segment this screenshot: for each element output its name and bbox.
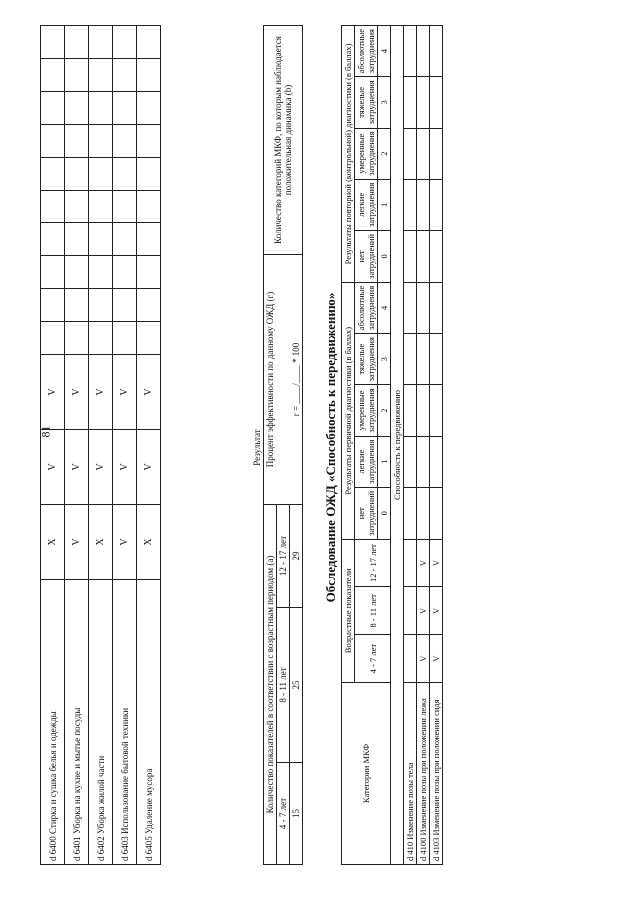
empty-cell <box>137 190 161 223</box>
repeat-level: нет затруднений <box>355 230 378 282</box>
section-title: Обследование ОЖД «Способность к передвижению» <box>323 292 338 603</box>
empty-cell <box>65 256 89 289</box>
primary-level: умеренные затруднения <box>355 385 378 436</box>
empty-cell <box>113 190 137 223</box>
repeat-score: 0 <box>378 230 391 282</box>
task-mark: V <box>113 355 137 430</box>
empty-cell <box>41 91 65 124</box>
empty-cell <box>113 256 137 289</box>
count-4-7: 15 <box>290 763 303 865</box>
empty-cell <box>113 322 137 355</box>
empty-cell <box>430 385 443 436</box>
empty-cell <box>41 26 65 59</box>
age-4-7: 4 - 7 лет <box>277 763 290 865</box>
task-label: d 6400 Стирка и сушка белья и одежды <box>41 580 65 865</box>
empty-cell <box>89 91 113 124</box>
count-header: Количество показателей в соответствии с возрастным периодом (а) <box>264 505 277 865</box>
mobility-mark: V <box>417 539 430 587</box>
empty-cell <box>430 128 443 179</box>
primary-level: абсолютные затруднения <box>355 282 378 333</box>
primary-score: 2 <box>378 385 391 436</box>
empty-cell <box>41 289 65 322</box>
empty-cell <box>41 58 65 91</box>
mobility-mark: V <box>430 539 443 587</box>
task-mark: V <box>41 355 65 430</box>
empty-cell <box>417 230 430 282</box>
percent-cell <box>264 255 303 505</box>
empty-cell <box>65 157 89 190</box>
task-mark: X <box>137 505 161 580</box>
task-label: d 6401 Уборка на кухне и мытье посуды <box>65 580 89 865</box>
empty-cell <box>41 157 65 190</box>
repeat-header: Результаты повторной (контрольной) диагностики (в баллах) <box>342 26 355 283</box>
count-12-17: 29 <box>290 505 303 608</box>
empty-cell <box>137 322 161 355</box>
empty-cell <box>41 322 65 355</box>
result-title: Результат <box>252 429 262 466</box>
empty-cell <box>417 436 430 487</box>
empty-cell <box>89 289 113 322</box>
task-mark: V <box>113 505 137 580</box>
empty-cell <box>430 230 443 282</box>
empty-cell <box>113 26 137 59</box>
task-mark: V <box>89 355 113 430</box>
empty-cell <box>65 289 89 322</box>
sec-age-8-11: 8 - 11 лет <box>355 587 391 635</box>
empty-cell <box>137 124 161 157</box>
repeat-level: легкие затруднения <box>355 179 378 230</box>
primary-header: Результаты первичной диагностики (в баллах) <box>342 282 355 539</box>
empty-cell <box>417 128 430 179</box>
age-12-17: 12 - 17 лет <box>277 505 290 608</box>
category-header: Категории МКФ <box>342 683 391 865</box>
empty-cell <box>113 289 137 322</box>
empty-cell <box>430 436 443 487</box>
percent-formula: r = ____/____ * 100 <box>291 342 301 417</box>
empty-cell <box>137 289 161 322</box>
empty-cell <box>41 256 65 289</box>
task-mark: V <box>89 430 113 505</box>
primary-score: 3 <box>378 334 391 385</box>
empty-cell <box>430 179 443 230</box>
task-label: d 6403 Использование бытовой техники <box>113 580 137 865</box>
task-label: d 6402 Уборка жилой части <box>89 580 113 865</box>
repeat-level: тяжелые затруднения <box>355 77 378 128</box>
repeat-score: 4 <box>378 26 391 77</box>
empty-cell <box>417 282 430 333</box>
primary-level: нет затруднений <box>355 487 378 539</box>
empty-cell <box>417 334 430 385</box>
age-header: Возрастные показатели <box>342 539 355 682</box>
task-row <box>89 26 113 865</box>
task-row <box>113 26 137 865</box>
repeat-score: 3 <box>378 77 391 128</box>
primary-score: 1 <box>378 436 391 487</box>
mobility-mark: V <box>430 587 443 635</box>
task-mark: V <box>41 430 65 505</box>
empty-cell <box>137 157 161 190</box>
empty-cell <box>417 77 430 128</box>
empty-cell <box>65 58 89 91</box>
task-mark: X <box>41 505 65 580</box>
empty-cell <box>430 334 443 385</box>
mobility-table <box>341 25 443 865</box>
mobility-mark: V <box>417 635 430 683</box>
age-8-11: 8 - 11 лет <box>277 608 290 763</box>
empty-cell <box>113 124 137 157</box>
empty-cell <box>417 385 430 436</box>
empty-cell <box>137 58 161 91</box>
empty-cell <box>89 58 113 91</box>
page-number: 81 <box>38 425 53 438</box>
empty-cell <box>113 223 137 256</box>
task-mark: V <box>137 355 161 430</box>
task-mark: V <box>65 355 89 430</box>
task-row <box>137 26 161 865</box>
tasks-table <box>40 25 161 865</box>
empty-cell <box>41 124 65 157</box>
empty-cell <box>89 256 113 289</box>
primary-level: легкие затруднения <box>355 436 378 487</box>
repeat-level: умеренные затруднения <box>355 128 378 179</box>
mobility-row <box>430 26 443 865</box>
mobility-label: d 4103 Изменение позы при положении сидя <box>430 683 443 865</box>
empty-cell <box>113 157 137 190</box>
task-mark: V <box>65 430 89 505</box>
empty-cell <box>89 124 113 157</box>
empty-cell <box>137 91 161 124</box>
empty-cell <box>65 91 89 124</box>
empty-cell <box>65 26 89 59</box>
empty-cell <box>430 487 443 539</box>
empty-cell <box>417 179 430 230</box>
primary-level: тяжелые затруднения <box>355 334 378 385</box>
task-mark: V <box>137 430 161 505</box>
repeat-score: 1 <box>378 179 391 230</box>
empty-cell <box>89 322 113 355</box>
result-table <box>263 25 303 865</box>
empty-cell <box>89 190 113 223</box>
empty-cell <box>65 124 89 157</box>
empty-cell <box>113 91 137 124</box>
mkf-header: Количество категорий МКФ, по которым наблюдается положительная динамика (b) <box>264 26 303 255</box>
empty-cell <box>430 26 443 77</box>
task-row <box>41 26 65 865</box>
empty-cell <box>89 26 113 59</box>
empty-cell <box>417 26 430 77</box>
group-label: Способность к передвижению <box>391 26 404 865</box>
repeat-score: 2 <box>378 128 391 179</box>
count-8-11: 25 <box>290 608 303 763</box>
empty-cell <box>137 223 161 256</box>
mobility-row <box>417 26 430 865</box>
primary-score: 0 <box>378 487 391 539</box>
empty-cell <box>137 26 161 59</box>
percent-header: Процент эффективности по данному ОЖД (г) <box>265 291 275 468</box>
empty-cell <box>430 77 443 128</box>
primary-score: 4 <box>378 282 391 333</box>
subgroup-label: d 410 Изменение позы тела <box>404 683 417 865</box>
task-mark: X <box>89 505 113 580</box>
empty-cell <box>65 223 89 256</box>
empty-cell <box>137 256 161 289</box>
empty-cell <box>41 223 65 256</box>
empty-cell <box>417 487 430 539</box>
rotated-sheet <box>40 15 600 880</box>
empty-cell <box>89 223 113 256</box>
sec-age-12-17: 12 - 17 лет <box>355 539 391 587</box>
mobility-label: d 4100 Изменение позы при положении лежа <box>417 683 430 865</box>
repeat-level: абсолютные затруднения <box>355 26 378 77</box>
task-mark: V <box>65 505 89 580</box>
sec-age-4-7: 4 - 7 лет <box>355 635 391 683</box>
empty-cell <box>430 282 443 333</box>
mobility-mark: V <box>417 587 430 635</box>
empty-cell <box>65 190 89 223</box>
empty-cell <box>65 322 89 355</box>
empty-cell <box>41 190 65 223</box>
empty-cell <box>89 157 113 190</box>
task-label: d 6405 Удаление мусора <box>137 580 161 865</box>
mobility-mark: V <box>430 635 443 683</box>
task-mark: V <box>113 430 137 505</box>
empty-cell <box>113 58 137 91</box>
task-row <box>65 26 89 865</box>
